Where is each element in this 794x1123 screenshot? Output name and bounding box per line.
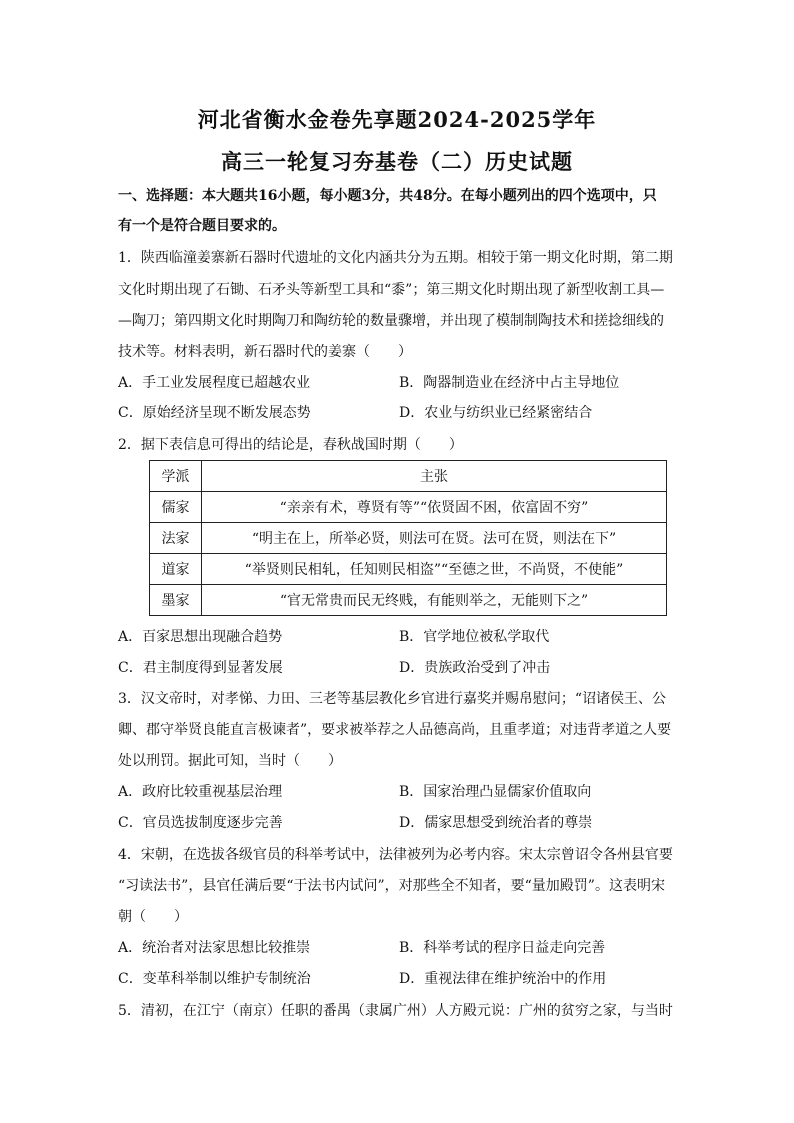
table-row bbox=[150, 492, 667, 523]
table-row bbox=[150, 523, 667, 554]
q1-stem: 技术等。材料表明，新石器时代的姜寨（ ） bbox=[118, 344, 412, 360]
q3-option-d: D．儒家思想受到统治者的尊崇 bbox=[399, 815, 593, 831]
q1-stem: —陶刀；第四期文化时期陶刀和陶纺轮的数量骤增，并出现了模制制陶技术和搓捻细线的 bbox=[118, 313, 664, 329]
q4-stem: 朝（ ） bbox=[118, 909, 188, 925]
q3-stem: 卿、郡守举贤良能直言极谏者”，要求被举荐之人品德高尚，且重孝道；对违背孝道之人要 bbox=[118, 722, 672, 738]
q4-stem: 4．宋朝，在选拔各级官员的科举考试中，法律被列为必考内容。宋太宗曾诏令各州县官要 bbox=[118, 847, 673, 863]
table-cell-school: 法家 bbox=[150, 523, 202, 554]
table-header-cell: 主张 bbox=[202, 461, 667, 492]
q1-option-d: D．农业与纺织业已经紧密结合 bbox=[399, 405, 593, 421]
q3-option-b: B．国家治理凸显儒家价值取向 bbox=[399, 784, 592, 800]
table-row bbox=[150, 585, 667, 616]
q2-option-b: B．官学地位被私学取代 bbox=[399, 629, 550, 645]
q3-stem: 处以刑罚。据此可知，当时（ ） bbox=[118, 753, 342, 769]
q2-option-d: D．贵族政治受到了冲击 bbox=[399, 660, 551, 676]
q2-stem: 2．据下表信息可得出的结论是，春秋战国时期（ ） bbox=[118, 437, 463, 453]
q2-table bbox=[149, 460, 667, 616]
section-instruction: 有一个是符合题目要求的。 bbox=[118, 218, 286, 234]
q3-option-c: C．官员选拔制度逐步完善 bbox=[118, 815, 283, 831]
q3-option-a: A．政府比较重视基层治理 bbox=[118, 784, 283, 800]
table-cell-school: 儒家 bbox=[150, 492, 202, 523]
table-cell-school: 墨家 bbox=[150, 585, 202, 616]
q4-stem: “习读法书”，县官任满后要“于法书内试问”，对那些全不知者，要“量加殿罚”。这表明宋 bbox=[118, 878, 665, 894]
table-row bbox=[150, 554, 667, 585]
q4-option-a: A．统治者对法家思想比较推崇 bbox=[118, 940, 311, 956]
table-cell-claim: “亲亲有术，尊贤有等”“依贤固不困，依富固不穷” bbox=[202, 492, 667, 523]
q1-option-c: C．原始经济呈现不断发展态势 bbox=[118, 405, 311, 421]
q2-option-c: C．君主制度得到显著发展 bbox=[118, 660, 283, 676]
q1-stem: 1．陕西临潼姜寨新石器时代遗址的文化内涵共分为五期。相较于第一期文化时期，第二期 bbox=[118, 250, 673, 266]
table-cell-claim: “官无常贵而民无终贱，有能则举之，无能则下之” bbox=[202, 585, 667, 616]
q4-option-d: D．重视法律在维护统治中的作用 bbox=[399, 971, 607, 987]
q4-option-b: B．科举考试的程序日益走向完善 bbox=[399, 940, 606, 956]
q4-option-c: C．变革科举制以维护专制统治 bbox=[118, 971, 311, 987]
table-cell-claim: “举贤则民相轧，任知则民相盗”“至德之世，不尚贤，不使能” bbox=[202, 554, 667, 585]
section-instruction: 一、选择题：本大题共16小题，每小题3分，共48分。在每小题列出的四个选项中，只 bbox=[118, 188, 657, 204]
q1-option-a: A．手工业发展程度已超越农业 bbox=[118, 375, 311, 391]
q2-option-a: A．百家思想出现融合趋势 bbox=[118, 629, 283, 645]
table-header-row bbox=[150, 461, 667, 492]
table-header-cell: 学派 bbox=[150, 461, 202, 492]
q1-option-b: B．陶器制造业在经济中占主导地位 bbox=[399, 375, 620, 391]
exam-title-line-1: 河北省衡水金卷先享题2024-2025学年 bbox=[197, 107, 597, 132]
q3-stem: 3．汉文帝时，对孝悌、力田、三老等基层教化乡官进行嘉奖并赐帛慰问；“诏诸侯王、公 bbox=[118, 691, 667, 707]
q1-stem: 文化时期出现了石锄、石矛头等新型工具和“黍”；第三期文化时期出现了新型收割工具— bbox=[118, 282, 665, 298]
q5-stem: 5．清初，在江宁（南京）任职的番禺（隶属广州）人方殿元说：广州的贫穷之家，与当时 bbox=[118, 1003, 673, 1019]
table-cell-school: 道家 bbox=[150, 554, 202, 585]
exam-title-line-2: 高三一轮复习夯基卷（二）历史试题 bbox=[221, 149, 573, 174]
table-cell-claim: “明主在上，所举必贤，则法可在贤。法可在贤，则法在下” bbox=[202, 523, 667, 554]
